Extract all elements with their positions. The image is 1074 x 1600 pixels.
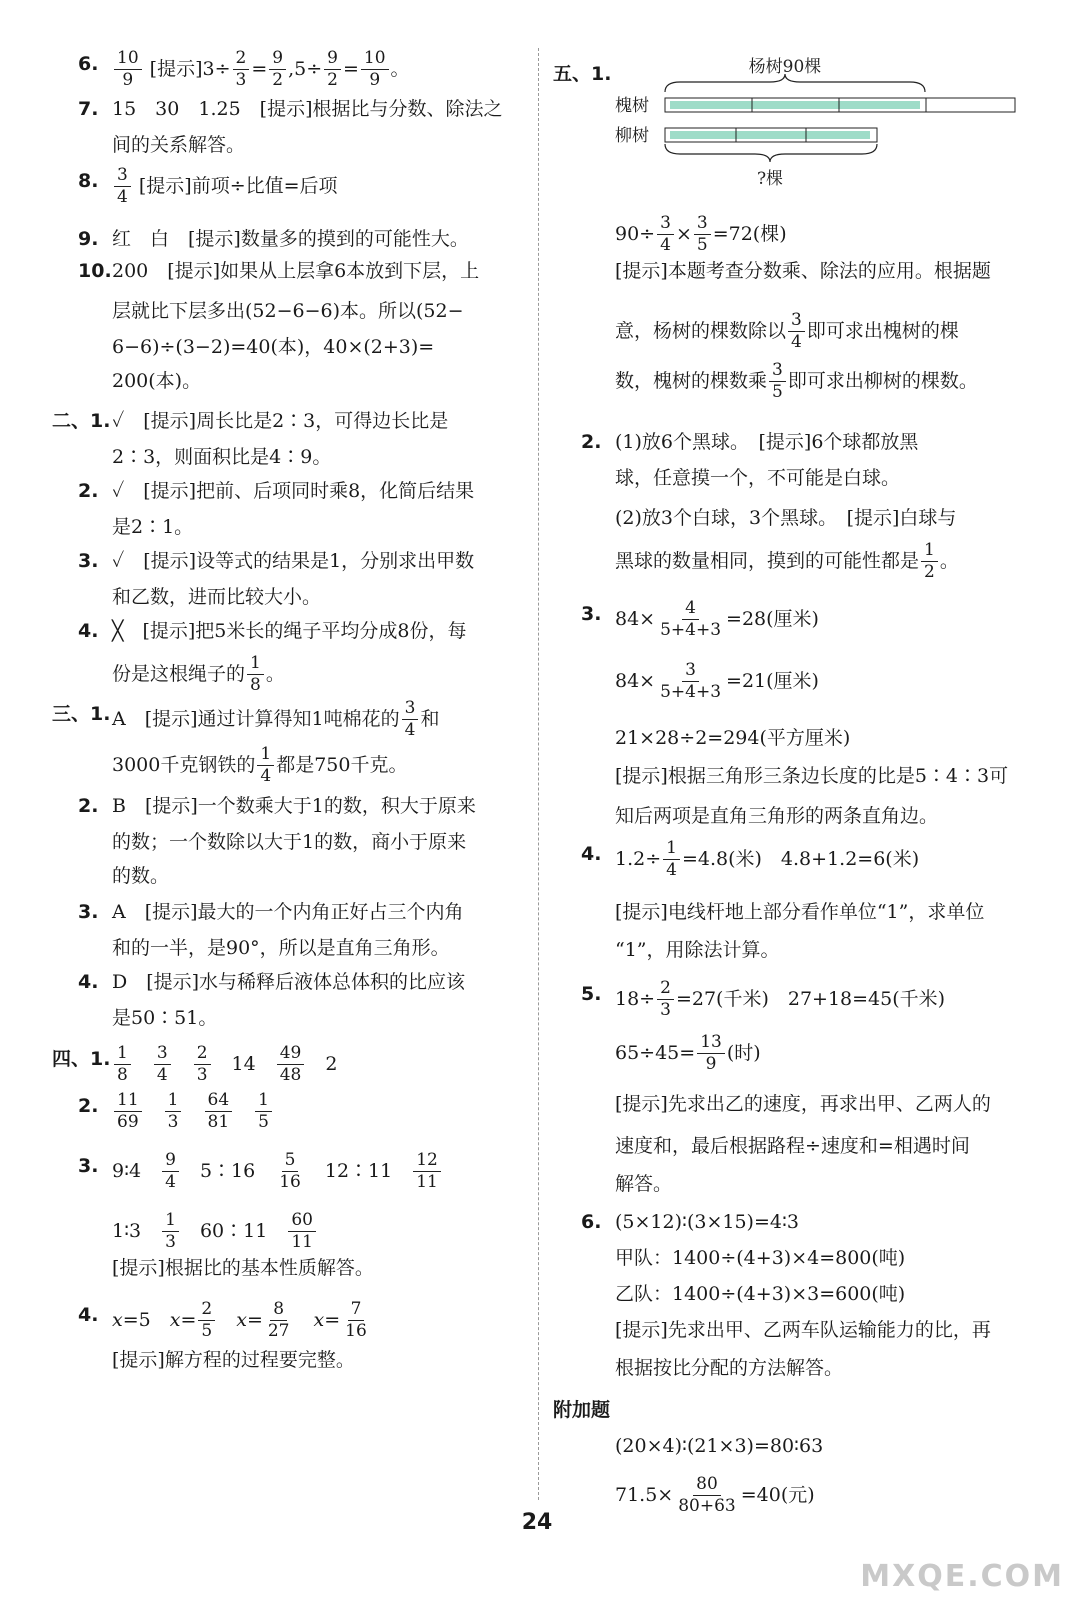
line-content: 9∶4 $\frac{9}{4}$ 5∶16 $\frac{5}{16}$ 12∶11 $\frac{12}{11}$ [112, 1160, 443, 1182]
line-content: 层就比下层多出(52−6−6)本。所以(52− [112, 300, 464, 322]
left-line [112, 862, 169, 890]
left-line [78, 617, 467, 645]
right-line [615, 464, 900, 492]
line-content: 乙队：1400÷(4+3)×3=600(吨) [615, 1283, 906, 1305]
column-divider [538, 48, 539, 1500]
line-content: (5×12)∶(3×15)=4∶3 [615, 1211, 800, 1233]
item-number: 7. [78, 98, 99, 120]
line-content: 71.5× $\frac{80}{80+63}$ =40(元) [615, 1474, 815, 1516]
right-line [615, 215, 787, 254]
right-line [615, 662, 819, 701]
line-content: 的数。 [112, 865, 170, 887]
left-line [112, 1212, 318, 1251]
row1-bar [665, 98, 1015, 112]
item-number: 8. [78, 170, 99, 192]
line-content: 1.2÷ $\frac{1}{4}$ =4.8(米) 4.8+1.2=6(米) [615, 838, 920, 880]
left-line [78, 547, 475, 575]
line-content: 解答。 [615, 1173, 673, 1195]
line-content: 200 [提示]如果从上层拿6本放到下层，上 [112, 260, 480, 282]
left-line [78, 48, 410, 90]
left-line [112, 131, 245, 159]
left-line [112, 297, 464, 325]
line-content: $\frac{1}{8}$ $\frac{3}{4}$ $\frac{2}{3}$ 14 $\frac{49}{48}$ 2 [112, 1053, 337, 1075]
line-content: D [提示]水与稀释后液体总体积的比应该 [112, 971, 466, 993]
diagram-bottom-label: ?棵 [756, 169, 784, 189]
line-content: $\frac{11}{69}$ $\frac{1}{3}$ $\frac{64}{81}$ $\frac{1}{5}$ [112, 1100, 274, 1122]
right-line [615, 257, 991, 285]
right-line [581, 838, 920, 880]
line-content: 200(本)。 [112, 370, 202, 392]
item-number: 三、1. [52, 703, 111, 725]
left-line [112, 746, 407, 785]
line-content: 1∶3 $\frac{1}{3}$ 60∶11 $\frac{60}{11}$ [112, 1220, 318, 1242]
right-line [615, 1244, 905, 1272]
left-line [78, 257, 480, 285]
line-content: [提示]解方程的过程要完整。 [112, 1349, 355, 1371]
left-line [112, 333, 434, 361]
item-number: 附加题 [553, 1399, 611, 1421]
item-number: 4. [78, 620, 99, 642]
right-line [615, 1354, 843, 1382]
left-line [78, 1299, 372, 1341]
left-line [112, 655, 285, 694]
right-line [615, 1132, 970, 1160]
left-line [78, 477, 475, 505]
watermark: MXQE.COM [860, 1559, 1064, 1594]
left-line [112, 1346, 355, 1374]
line-content: 数，槐树的棵数乘 $\frac{3}{5}$ 即可求出柳树的棵数。 [615, 360, 978, 402]
right-line [615, 762, 1008, 790]
line-content: 是50∶51。 [112, 1007, 218, 1029]
line-content: 和的一半，是90°，所以是直角三角形。 [112, 937, 450, 959]
left-line [78, 225, 469, 253]
line-content: 份是这根绳子的 $\frac{1}{8}$ 。 [112, 653, 285, 695]
left-line [78, 968, 466, 996]
left-line [52, 407, 449, 435]
left-line [78, 898, 464, 926]
line-content: ✓ [提示]把前、后项同时乘8，化简后结果 [112, 480, 475, 502]
right-line [581, 1208, 800, 1236]
right-line [615, 362, 978, 401]
right-line [615, 1280, 905, 1308]
item-number: 3. [78, 901, 99, 923]
item-number: 2. [78, 1095, 99, 1117]
item-number: 五、1. [553, 63, 612, 85]
line-content: $\frac{10}{9}$ [提示]3÷ $\frac{2}{3}$ = $\frac{9}{2}$ ,5÷ $\frac{9}{2}$ = $\frac{10}{9}$ 。 [112, 58, 410, 80]
line-content: 的数；一个数除以大于1的数，商小于原来 [112, 831, 467, 853]
item-number: 4. [78, 1304, 99, 1326]
item-number: 3. [581, 603, 602, 625]
line-content: 黑球的数量相同，摸到的可能性都是 $\frac{1}{2}$ 。 [615, 540, 959, 582]
line-content: [提示]先求出乙的速度，再求出甲、乙两人的 [615, 1093, 991, 1115]
left-line [112, 443, 331, 471]
left-line [112, 367, 201, 395]
right-line [615, 898, 984, 926]
item-number: 5. [581, 983, 602, 1005]
left-line [112, 583, 321, 611]
right-line [615, 312, 959, 351]
diagram-top-label: 杨树90棵 [748, 57, 822, 77]
line-content: 21×28÷2=294(平方厘米) [615, 727, 851, 749]
left-line [78, 95, 503, 123]
line-content: 是2∶1。 [112, 516, 194, 538]
page-number: 24 [521, 1510, 553, 1535]
line-content: ✓ [提示]周长比是2∶3，可得边长比是 [112, 410, 449, 432]
line-content: 和乙数，进而比较大小。 [112, 586, 322, 608]
line-content: 根据按比分配的方法解答。 [615, 1357, 844, 1379]
line-content: 红 白 [提示]数量多的摸到的可能性大。 [112, 228, 469, 250]
line-content: 速度和，最后根据路程÷速度和=相遇时间 [615, 1135, 970, 1157]
item-number: 2. [78, 480, 99, 502]
line-content: “1”，用除法计算。 [615, 939, 780, 961]
right-line [615, 936, 780, 964]
line-content: 90÷ $\frac{3}{4}$ × $\frac{3}{5}$ =72(棵) [615, 213, 787, 255]
item-number: 四、1. [52, 1048, 111, 1070]
left-line [112, 828, 466, 856]
line-content: [提示]根据比的基本性质解答。 [112, 1257, 374, 1279]
left-line [112, 934, 450, 962]
line-content: [提示]本题考查分数乘、除法的应用。根据题 [615, 260, 991, 282]
line-content: $\frac{3}{4}$ [提示]前项÷比值=后项 [112, 175, 338, 197]
item-number: 4. [581, 843, 602, 865]
right-line [615, 1170, 672, 1198]
row2-bar [665, 128, 877, 142]
right-line [615, 1316, 991, 1344]
left-line [52, 698, 440, 740]
line-content: A [提示]最大的一个内角正好占三个内角 [112, 901, 464, 923]
left-line [78, 792, 476, 820]
line-content: (20×4)∶(21×3)=80∶63 [615, 1435, 824, 1457]
line-content: A [提示]通过计算得知1吨棉花的 $\frac{3}{4}$ 和 [112, 698, 440, 740]
item-number: 2. [581, 431, 602, 453]
line-content: x=5 x= $\frac{2}{5}$ x= $\frac{8}{27}$ x= $\frac{7}{16}$ [112, 1299, 367, 1341]
line-content: ✓ [提示]设等式的结果是1，分别求出甲数 [112, 550, 475, 572]
line-content: [提示]根据三角形三条边长度的比是5∶4∶3可 [615, 765, 1009, 787]
left-line [78, 1090, 274, 1132]
right-line [615, 1090, 991, 1118]
item-number: 3. [78, 1155, 99, 1177]
item-number: 3. [78, 550, 99, 572]
item-number: 6. [581, 1211, 602, 1233]
diagram-row1-label: 槐树 [615, 96, 649, 116]
left-line [78, 165, 338, 207]
item-number: 10. [78, 260, 112, 282]
right-line [615, 724, 850, 752]
left-line [112, 1254, 374, 1282]
right-line [615, 1034, 761, 1073]
right-line [615, 504, 956, 532]
line-content: 知后两项是直角三角形的两条直角边。 [615, 805, 939, 827]
line-content: 间的关系解答。 [112, 134, 246, 156]
left-line [112, 1004, 217, 1032]
line-content: 意，杨树的棵数除以 $\frac{3}{4}$ 即可求出槐树的棵 [615, 310, 959, 352]
line-content: (2)放3个白球，3个黑球。 [提示]白球与 [615, 507, 957, 529]
line-content: 65÷45= $\frac{13}{9}$ (时) [615, 1032, 761, 1074]
line-content: 球，任意摸一个，不可能是白球。 [615, 467, 901, 489]
right-line [615, 1432, 823, 1460]
line-content: 3000千克钢铁的 $\frac{1}{4}$ 都是750千克。 [112, 744, 408, 786]
right-line [581, 978, 946, 1020]
line-content: 84× $\frac{4}{5+4+3}$ =28(厘米) [615, 598, 819, 640]
left-line [78, 1150, 443, 1192]
right-line [615, 542, 959, 581]
line-content: [提示]先求出甲、乙两车队运输能力的比，再 [615, 1319, 991, 1341]
right-line [615, 802, 938, 830]
line-content: (1)放6个黑球。 [提示]6个球都放黑 [615, 431, 919, 453]
line-content: 2∶3，则面积比是4∶9。 [112, 446, 332, 468]
line-content: 18÷ $\frac{2}{3}$ =27(千米) 27+18=45(千米) [615, 978, 946, 1020]
line-content: 甲队：1400÷(4+3)×4=800(吨) [615, 1247, 906, 1269]
item-number: 2. [78, 795, 99, 817]
line-content: ╳ [提示]把5米长的绳子平均分成8份，每 [112, 620, 467, 642]
item-number: 二、1. [52, 410, 111, 432]
line-content: 84× $\frac{3}{5+4+3}$ =21(厘米) [615, 660, 819, 702]
line-content: [提示]电线杆地上部分看作单位“1”，求单位 [615, 901, 985, 923]
tree-diagram [610, 52, 1030, 197]
right-line [581, 428, 919, 456]
item-number: 6. [78, 53, 99, 75]
line-content: 6−6)÷(3−2)=40(本)，40×(2+3)= [112, 336, 435, 358]
left-line [52, 1043, 338, 1085]
line-content: 15 30 1.25 [提示]根据比与分数、除法之 [112, 98, 503, 120]
item-number: 9. [78, 228, 99, 250]
left-line [112, 513, 193, 541]
right-line [581, 598, 819, 640]
line-content: B [提示]一个数乘大于1的数，积大于原来 [112, 795, 476, 817]
diagram-row2-label: 柳树 [615, 126, 649, 146]
item-number: 4. [78, 971, 99, 993]
